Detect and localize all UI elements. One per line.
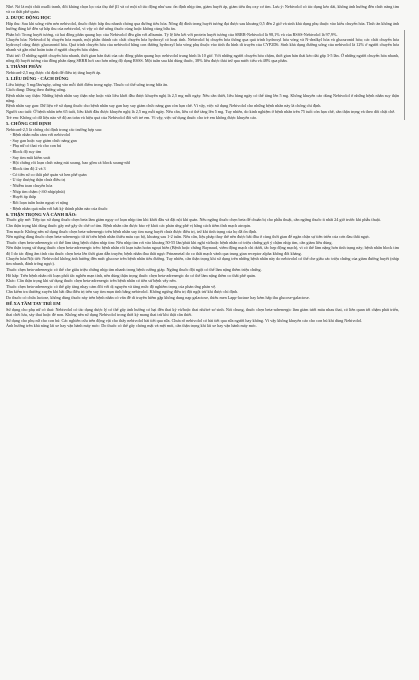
section-paragraph: Thuốc chẹn beta-adrenergic có thể làm tăng bệnh chậm nhịp tim: Nếu nhịp tim rơi vào khoảng 50-55 lần/phút khi nghỉ và/hoặc bệnh nhân có triệu chứng gợi ý chậm nhịp tim, cần giảm liều dùng. [6, 239, 333, 245]
section-paragraph: Nebicard-2,5 là chống chỉ định trong các trường hợp sau: [6, 126, 103, 132]
section-paragraph: Bệnh nhân suy thận: Những bệnh nhân suy thận nhẹ hoặc vừa liều khởi đầu được khuyến nghị là 2,5 mg mỗi ngày. Nếu cần thiết, liều hàng ngày có thể tăng lên 5 mg. Không khuyến cáo dùng Nebivolol ở những bệnh nhân suy thận nặng. [6, 92, 399, 103]
section-paragraph: Chuyển hóa/Nội tiết: Nebivolol không ảnh hưởng đến mức glucose trên bệnh nhân tiểu đường. Tuy nhiên, cần thận trọng khi sử dụng trên những bệnh nhân này do nebivolol có thể che giấu các triệu chứng của giảm đường huyết (nhịp tim nhanh, đánh trống ngực). [6, 256, 399, 267]
list-item: - Rối loạn tuần hoàn ngoại vi nặng [10, 199, 69, 205]
list-item: - U tủy thượng thận chưa điều trị [10, 177, 66, 183]
list-item: - Hội chứng rối loạn chức năng nút xoang, bao gồm cả block xoang-nhĩ [10, 160, 130, 166]
list-item: - Nhịp tim chậm (<60 nhịp/phút) [10, 188, 66, 194]
section-paragraph: Bệnh nhân suy gan: Dữ liệu về sử dụng thuốc cho bệnh nhân suy gan hay suy giảm chức năng gan còn hạn chế. Vì vậy, việc sử dụng Nebivolol cho những bệnh nhân này là chống chỉ định. [6, 103, 322, 109]
section-paragraph: Cần kiểm tra thường xuyên khi bắt đầu điều trị trên suy tim mạn tính bằng nebivolol. Không ngừng điều trị đột ngột trừ khi được chỉ định. [6, 289, 239, 295]
section-heading: 6. THẬN TRỌNG VÀ CẢNH BÁO: [6, 211, 77, 217]
leaflet-body [6, 4, 413, 328]
section-paragraph: Liều lượng: 5 mg/lần/ngày, uống vào mỗi thời điểm trong ngày. Thuốc có thể uống trong bữa ăn. [6, 81, 169, 87]
list-item: - Nhiễm toan chuyển hóa [10, 182, 53, 188]
list-item: - Suy gan hoặc suy giảm chức năng gan [10, 137, 77, 143]
section-paragraph: Người cao tuổi: Ở bệnh nhân trên 65 tuổi, liều khởi đầu được khuyến nghị là 2,5 mg mỗi ngày. Nếu cần, liều có thể tăng lên 5 mg. Tuy nhiên, do kinh nghiệm ở bệnh nhân trên 75 tuổi còn hạn chế, cần thận trọng và theo dõi chặt chẽ. [6, 109, 396, 115]
section-paragraph: Nên thận trọng sử dụng thuốc chẹn beta-adrenergic trên: bệnh nhân rối loạn tuần hoàn ngoại biên (Bệnh hoặc chứng Raynaud, viêm động mạch chi dưới, tắc hẹp động mạch), vì có thể làm nặng hơn tình trạng này; bệnh nhân block tim độ I do tác động âm tính của thuốc chẹn beta lên thời gian dẫn truyền; bệnh nhân đau thắt ngực Prinzmetal do co thắt mạch vành qua trung gian receptor alpha không đối kháng. [6, 245, 399, 256]
section-paragraph: Sử dụng cho phụ nữ có thai: Nebivolol có tác dụng dược lý có thể gây ảnh hưởng có hại đến thai kỳ và/hoặc thai nhi/trẻ sơ sinh. Nói chung, thuốc chẹn beta-adrenergic làm giảm tưới máu nhau thai, có liên quan tới chậm phát triển, thai chết lưu, sảy thai hoặc đẻ non. Không nên sử dụng Nebivolol trong thời kỳ mang thai trừ khi thật cần thiết. [6, 306, 399, 317]
section-paragraph: Nebicard-2,5 mg được chỉ định để điều trị tăng huyết áp. [6, 69, 102, 75]
section-heading: 3. THÀNH PHẦN [6, 64, 42, 70]
list-item: - Block tim độ 2 và 3 [10, 166, 46, 172]
list-item: - Bệnh nhân quá mẫn với bất kỳ thành phần nào của thuốc [10, 205, 108, 211]
section-paragraph: Do thuốc có chứa lactose, không dùng thuốc này trên bệnh nhân có vấn đề di truyền hiếm gặp không dung nạp galactose, thiếu men Lapp-lactase hay kém hấp thu glucose-galactose. [6, 295, 310, 301]
section-heading: 3. LIỀU DÙNG - CÁCH DÙNG [6, 75, 69, 81]
list-item: - Block độ suy tim [10, 149, 42, 155]
intro-paragraph: Nhé. Nó là một chất oxalli tranh, đối kháng chọn lọc của thụ thể β1 và có một số tác động như sau: ổn định nhịp tim, giảm huyết áp, giảm tiêu thụ oxy cơ tim. Lưu ý: Nebivolol có tác dụng kéo dài, không ảnh hưởng đến chức năng tim và co thắt phế quản. [6, 4, 399, 15]
section-paragraph: Hô hấp: Trên bệnh nhân rối loạn phổi tắc nghẽn mạn tính, nên dùng thận trọng thuốc chẹn beta-adrenergic do có thể làm nặng thêm co thắt phế quản. [6, 272, 256, 278]
list-item: - Suy tim mất kiểm soát [10, 154, 51, 160]
section-paragraph: Khác: Cần thận trọng khi sử dụng thuốc chẹn beta-adrenergic trên bệnh nhân có tiền sử bệnh vẩy nến. [6, 278, 177, 284]
section-paragraph: Trẻ em: Không có dữ liệu nào về độ an toàn và hiệu quả của Nebivolol đối với trẻ em. Vì vậy, việc sử dụng thuốc cho trẻ em không được khuyến cáo. [6, 114, 258, 120]
section-heading: 5. CHỐNG CHỈ ĐỊNH [6, 120, 51, 126]
list-item: - Phụ nữ có thai và cho con bú [10, 143, 62, 149]
section-paragraph: Thuốc gây mê: Tiếp tục sử dụng thuốc chẹn beta làm giảm nguy cơ loạn nhịp tim khi khởi đầu và đặt nội khí quản. Nếu ngừng thuốc chẹn beta để chuẩn bị cho phẫu thuật, cần ngừng thuốc ít nhất 24 giờ trước khi phẫu thuật. [6, 217, 381, 223]
section-paragraph: Sử dụng cho phụ nữ cho con bú: Các nghiên cứu trên động vật cho thấy nebivolol bài tiết qua sữa. Chưa rõ nebivolol có bài tiết qua sữa người hay không. Vì vậy không khuyến cáo cho con bú khi dùng Nebivolol. [6, 317, 363, 323]
list-item: - Có tiền sử co thắt phế quản và hen phế quản [10, 171, 87, 177]
list-item: - Huyết áp thấp [10, 194, 36, 200]
list-item: - Bệnh nhân mẫn cảm với nebivolol [10, 132, 71, 138]
section-heading: 2. DƯỢC ĐỘNG HỌC [6, 15, 51, 21]
section-paragraph: Thuốc chẹn beta-adrenergic có thể che giấu triệu chứng nhịp tim nhanh trong bệnh cường giáp. Ngừng thuốc đột ngột có thể làm nặng thêm triệu chứng. [6, 266, 262, 272]
section-paragraph: Cách dùng: Dùng theo đường uống. [6, 87, 67, 93]
section-paragraph: Ảnh hưởng trên khả năng lái xe hay vận hành máy móc: Do thuốc có thể gây chóng mặt và mệt mỏi, cần thận trọng khi lái xe hay vận hành máy móc. [6, 323, 258, 329]
section-paragraph: Chuyển hóa: Nebivolol bị chuyển hóa mạnh, một phần thành các chất chuyển hóa hydroxyl có hoạt tính. Nebivolol bị chuyển hóa thông qua quá trình hydroxyl hóa vòng và N-dealkyl hóa và glucuronid hóa; các chất chuyển hóa hydroxyl cũng được glucuronid hóa. Quá trình chuyển hóa của nebivolol bằng con đường hydroxyl hóa vòng phụ thuộc vào tính đa hình di truyền của CYP2D6. Sinh khả dụng đường uống của nebivolol là 12% ở người chuyển hóa nhanh và gần như hoàn toàn ở người chuyển hóa chậm. [6, 37, 399, 53]
section-paragraph: Thải trừ: Ở những người chuyển hóa nhanh, thời gian bán thải của các đồng phân quang học nebivolol trung bình là 10 giờ. Với những người chuyển hóa chậm, thời gian bán thải kéo dài gấp 3-5 lần. Ở những người chuyển hóa nhanh, nồng độ huyết tương của đồng phân dạng SRRR hơi cao hơn nồng độ dạng RSSS. Một tuần sau khi dùng thuốc, 38% liều được thải trừ qua nước tiểu và 48% qua phân. [6, 52, 399, 63]
section-paragraph: Cần thận trọng khi dùng thuốc gây mê gây ức chế cơ tim. Bệnh nhân cần được bảo vệ khỏi các phản ứng phế vị bằng cách tiêm tĩnh mạch atropin. [6, 222, 251, 228]
section-paragraph: Tim mạch: Không nên sử dụng thuốc chẹn beta-adrenergic trên bệnh nhân suy tim sung huyết chưa được điều trị, trừ khi tình trạng của họ đã ổn định. [6, 228, 258, 234]
section-paragraph: Phân bố: Trong huyết tương, cả hai đồng phân quang học của Nebivolol đều gắn với albumin. Tỷ lệ liên kết với protein huyết tương của SRRR-Nebivolol là 98,1% và của RSSS-Nebivolol là 97,9%. [6, 31, 338, 37]
side-margin-notes [404, 30, 417, 120]
section-heading: ĐỂ XA TẦM TAY TRẺ EM [6, 301, 61, 307]
section-paragraph: Thuốc chẹn beta-adrenergic có thể gây tăng nhạy cảm đối với dị nguyên và tăng mức độ nghiêm trọng của phản ứng phản vệ. [6, 283, 217, 289]
section-paragraph: Hấp thu: Sau khi uống viên nén nebivolol, thuốc được hấp thu nhanh chóng qua đường tiêu hóa. Nồng độ đỉnh trong huyết tương đạt được sau khoảng 0,5 đến 2 giờ và sinh khả dụng phụ thuộc vào kiểu chuyển hóa. Thức ăn không ảnh hưởng đáng kể đến sự hấp thu của nebivolol, vì vậy có thể uống thuốc cùng hoặc không cùng bữa ăn. [6, 20, 399, 31]
section-paragraph: Nên ngừng dùng thuốc chẹn beta-adrenergic từ từ trên bệnh nhân thiếu máu cục bộ, khoảng sau 1-2 tuần. Nếu cần, liệu pháp thay thế nên được bắt đầu ở cùng thời gian để ngăn chặn sự tiến triển của cơn đau thắt ngực. [6, 234, 371, 240]
